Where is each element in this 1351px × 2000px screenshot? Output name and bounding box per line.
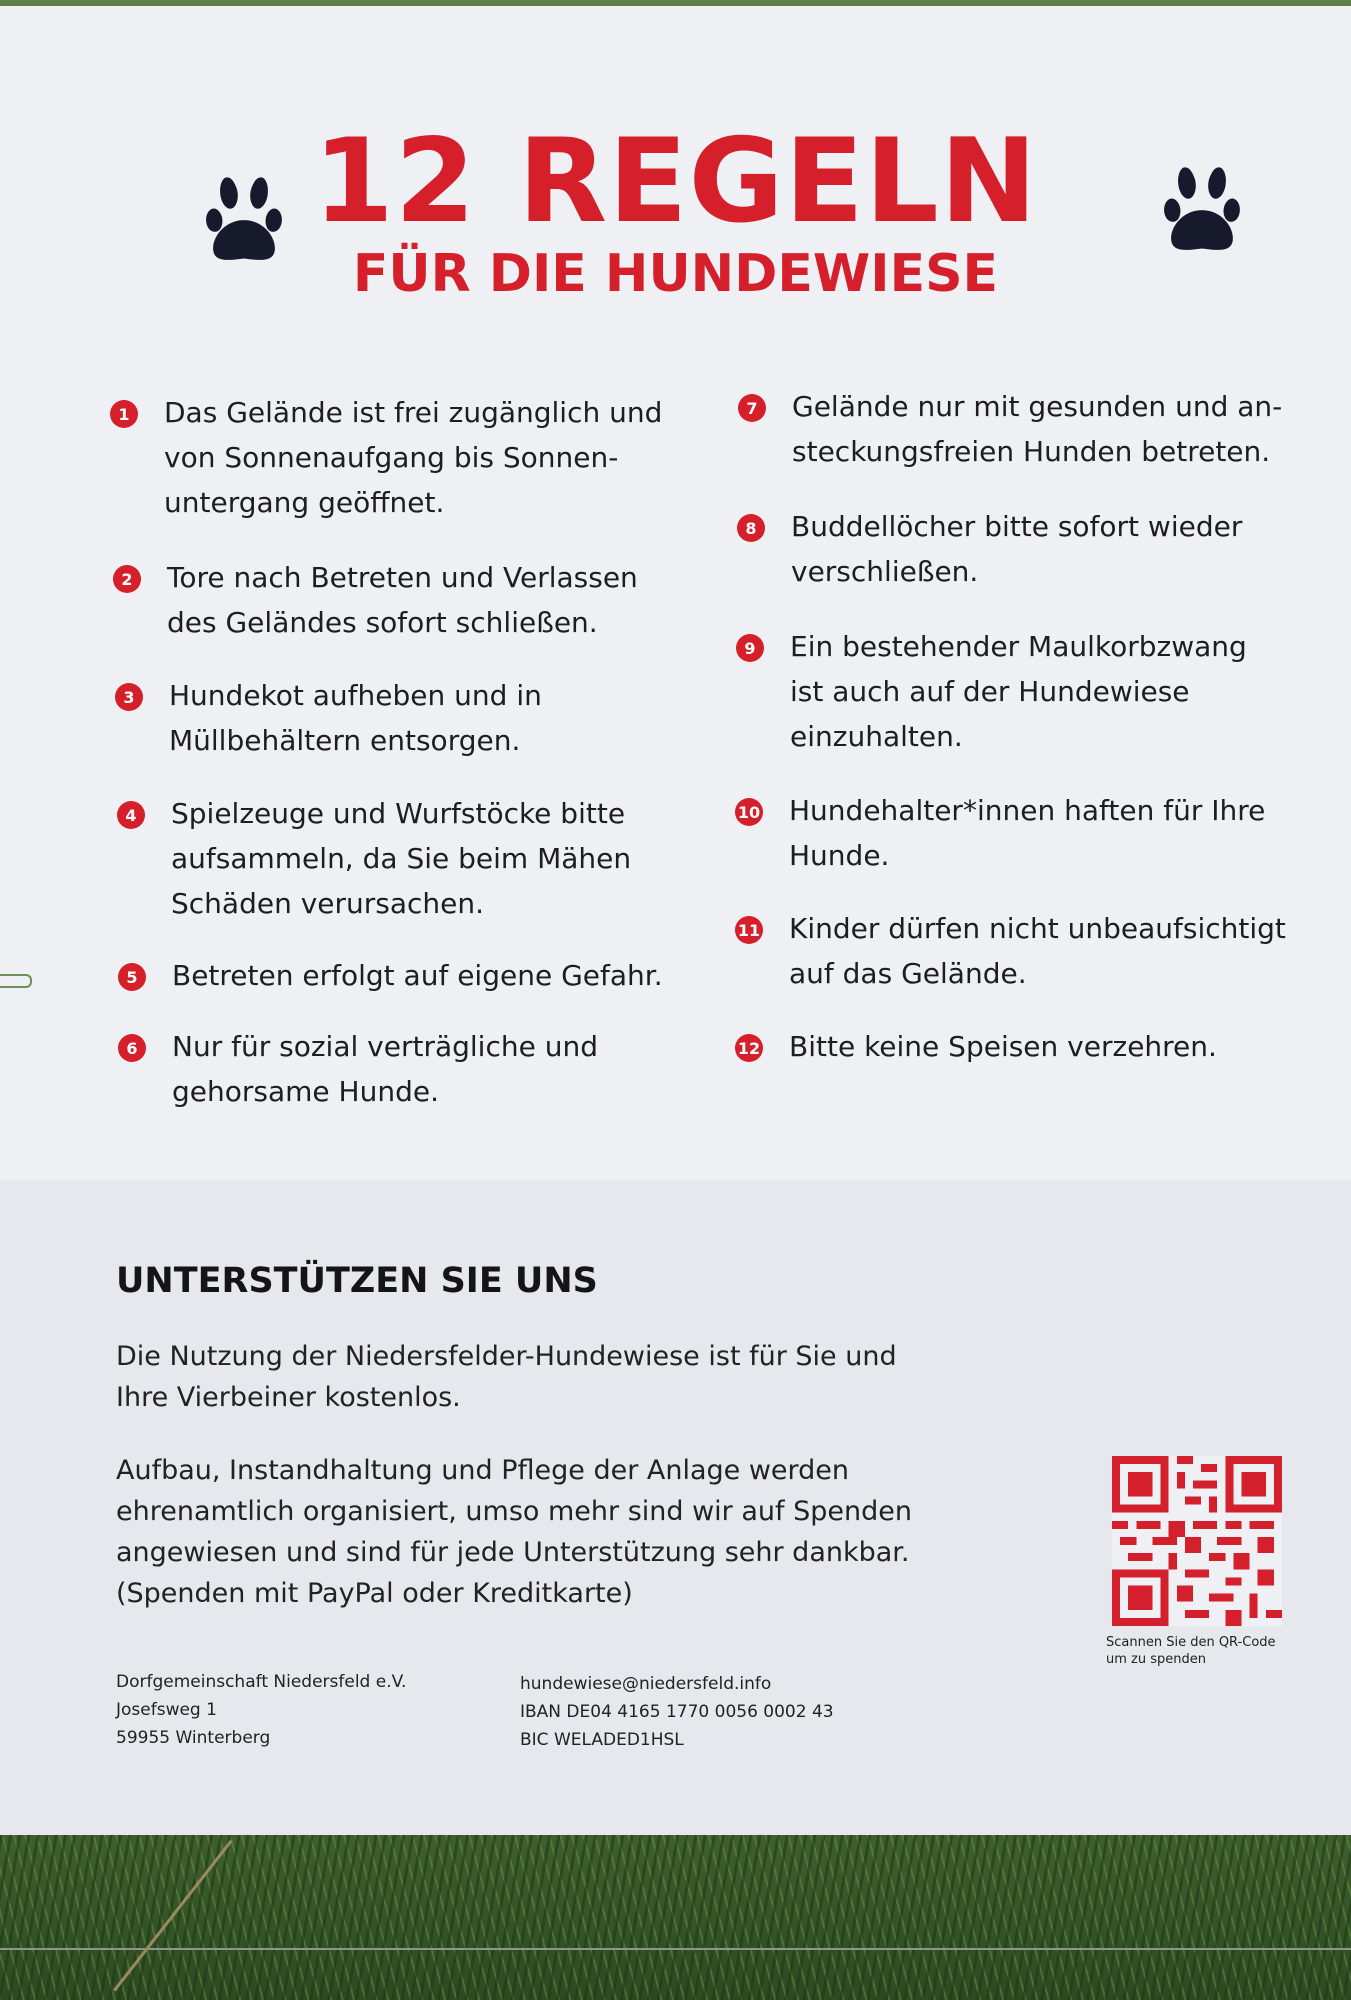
rule-item xyxy=(737,504,1242,594)
rule-number: 10 xyxy=(735,798,763,826)
rule-text: Gelände nur mit gesunden und an- steckungsfreien Hunden betreten. xyxy=(792,390,1283,468)
support-heading: UNTERSTÜTZEN SIE UNS xyxy=(116,1261,598,1301)
support-paragraph-1: Die Nutzung der Niedersfelder-Hundewiese ist für Sie und Ihre Vierbeiner kostenlos. xyxy=(116,1341,897,1413)
support-paragraph-2: Aufbau, Instandhaltung und Pflege der Anlage werden ehrenamtlich organisiert, umso mehr sind wir auf Spenden angewiesen und sind für jede Unterstützung sehr dankbar. (Spenden mit PayPal oder Kreditkarte) xyxy=(116,1455,912,1609)
rule-text: Das Gelände ist frei zugänglich und von Sonnenaufgang bis Sonnen- untergang geöffnet. xyxy=(164,396,663,519)
rule-text: Spielzeuge und Wurfstöcke bitte aufsammeln, da Sie beim Mähen Schäden verursachen. xyxy=(171,797,632,920)
rule-text: Betreten erfolgt auf eigene Gefahr. xyxy=(172,959,663,992)
rule-item xyxy=(118,1024,598,1114)
rule-item xyxy=(110,390,662,525)
rule-text: Hundehalter*innen haften für Ihre Hunde. xyxy=(789,794,1266,872)
rule-item xyxy=(118,953,663,998)
rule-text: Ein bestehender Maulkorbzwang ist auch auf der Hundewiese einzuhalten. xyxy=(790,630,1247,753)
rule-number: 6 xyxy=(118,1034,146,1062)
rule-number: 7 xyxy=(738,394,766,422)
rule-number: 2 xyxy=(113,565,141,593)
grass-ground xyxy=(0,1835,1351,2000)
rule-text: Tore nach Betreten und Verlassen des Geländes sofort schließen. xyxy=(167,561,638,639)
rule-text: Hundekot aufheben und in Müllbehältern entsorgen. xyxy=(169,679,542,757)
rule-text: Kinder dürfen nicht unbeaufsichtigt auf das Gelände. xyxy=(789,912,1286,990)
rule-item xyxy=(113,555,638,645)
rule-item xyxy=(117,791,631,926)
rule-number: 5 xyxy=(118,963,146,991)
bank-details: hundewiese@niedersfeld.info IBAN DE04 4165 1770 0056 0002 43 BIC WELADED1HSL xyxy=(520,1674,834,1750)
mounting-wire xyxy=(0,974,32,988)
rule-number: 8 xyxy=(737,514,765,542)
rule-text: Nur für sozial verträgliche und gehorsame Hunde. xyxy=(172,1030,598,1108)
rule-number: 4 xyxy=(117,801,145,829)
rule-text: Buddellöcher bitte sofort wieder verschließen. xyxy=(791,510,1243,588)
rule-item xyxy=(735,788,1265,878)
rule-item xyxy=(735,906,1286,996)
rule-item xyxy=(736,624,1247,759)
rule-number: 11 xyxy=(735,916,763,944)
rule-item xyxy=(738,384,1282,474)
rule-item xyxy=(115,673,542,763)
qr-code xyxy=(1106,1456,1288,1626)
fence-wire xyxy=(0,1948,1351,1950)
rule-text: Bitte keine Speisen verzehren. xyxy=(789,1030,1217,1063)
rule-number: 9 xyxy=(736,634,764,662)
rule-number: 3 xyxy=(115,683,143,711)
rule-number: 12 xyxy=(735,1034,763,1062)
rule-number: 1 xyxy=(110,400,138,428)
rule-item xyxy=(735,1024,1217,1069)
sign-subtitle: FÜR DIE HUNDEWIESE xyxy=(352,244,999,304)
address-block: Dorfgemeinschaft Niedersfeld e.V. Josefsweg 1 59955 Winterberg xyxy=(116,1672,407,1748)
qr-caption: Scannen Sie den QR-Code um zu spenden xyxy=(1106,1635,1276,1667)
sign-board xyxy=(0,6,1351,1844)
sign-title: 12 REGELN xyxy=(313,114,1038,249)
